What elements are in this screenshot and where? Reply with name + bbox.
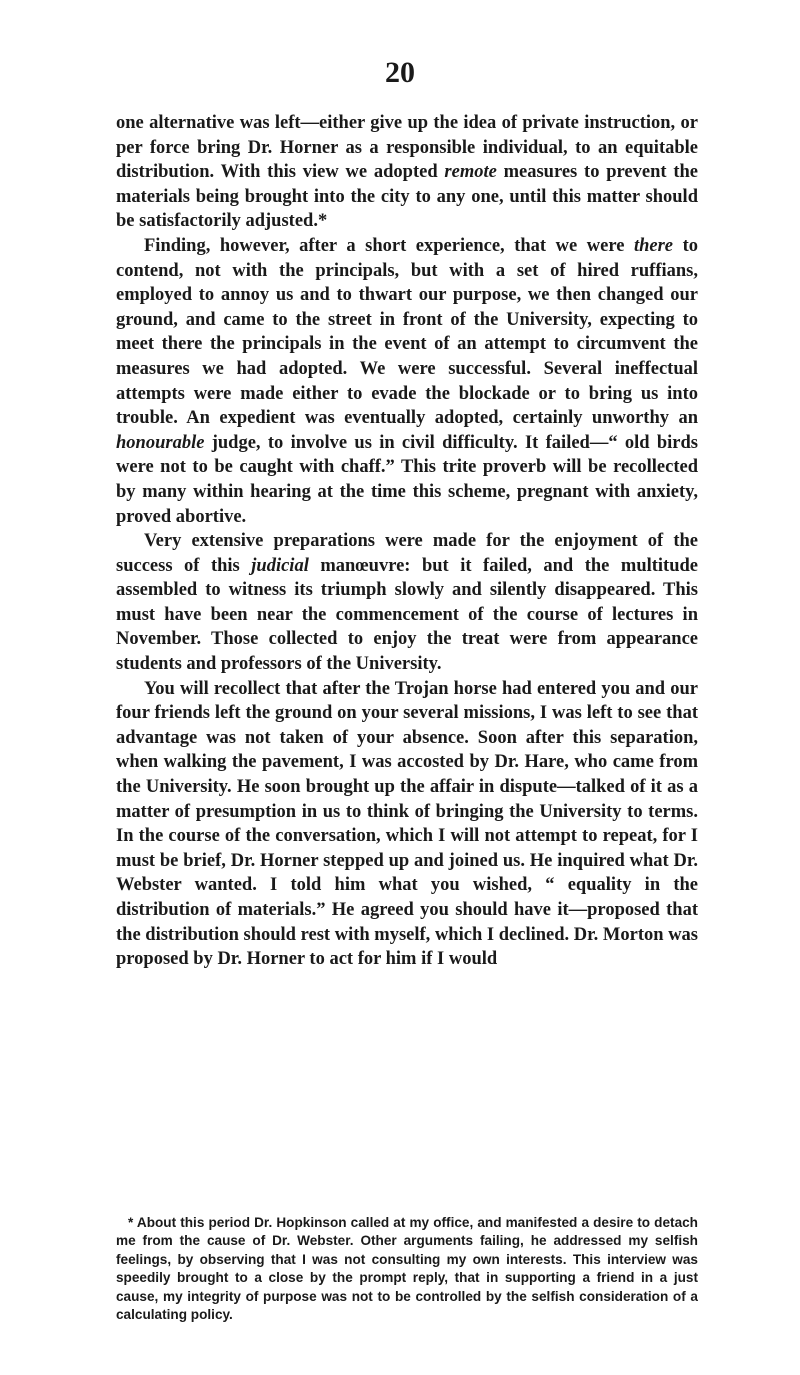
- paragraph: Finding, however, after a short experience, that we were there to contend, not with the principals, but with a set of hired ruffians, employed to annoy us and to thwart our purpose, we then changed our ground, and came to the street in front of the University, expecting to meet there the principals in the event of an attempt to circumvent the measures we had adopted. We were successful. Several ineffectual attempts were made either to evade the blockade or to bring us into trouble. An expedient was eventually adopted, certainly unworthy an honourable judge, to involve us in civil difficulty. It failed—“ old birds were not to be caught with chaff.” This trite proverb will be recollected by many within hearing at the time this scheme, pregnant with anxiety, proved abortive.: [116, 235, 698, 527]
- body-text: [116, 111, 698, 972]
- page-number: 20: [385, 56, 415, 89]
- italic-word: there: [633, 235, 674, 256]
- italic-word: judicial: [251, 555, 309, 576]
- paragraph: Very extensive preparations were made for the enjoyment of the success of this judicial manœuvre: but it failed, and the multitude assembled to witness its triumph slowly and silently disappeared. This must have been near the commencement of the course of lectures in November. Those collected to enjoy the treat were from appearance students and professors of the University.: [116, 531, 698, 675]
- paragraph: one alternative was left—either give up the idea of private instruction, or per force bring Dr. Horner as a responsible individual, to an equitable distribution. With this view we adopted remote measures to prevent the materials being brought into the city to any one, until this matter should be satisfactorily adjusted.*: [116, 113, 698, 232]
- italic-word: remote: [444, 162, 497, 183]
- italic-word: honourable: [116, 432, 205, 453]
- paragraph: You will recollect that after the Trojan horse had entered you and our four friends left the ground on your several missions, I was left to see that advantage was not taken of your absence. Soon after this separation, when walking the pavement, I was accosted by Dr. Hare, who came from the University. He soon brought up the affair in dispute—talked of it as a matter of presumption in us to think of bringing the University to terms. In the course of the conversation, which I will not attempt to repeat, for I must be brief, Dr. Horner stepped up and joined us. He inquired what Dr. Webster wanted. I told him what you wished, “ equality in the distribution of materials.” He agreed you should have it—proposed that the distribution should rest with myself, which I declined. Dr. Morton was proposed by Dr. Horner to act for him if I would: [116, 678, 698, 970]
- footnote: * About this period Dr. Hopkinson called at my office, and manifested a desire to detach me from the cause of Dr. Webster. Other arguments failing, he addressed my selfish feelings, by observing that I was not consulting my own interests. This interview was speedily brought to a close by the prompt reply, that in supporting a friend in a just cause, my integrity of purpose was not to be controlled by the selfish consideration of a calculating policy.: [116, 1215, 698, 1323]
